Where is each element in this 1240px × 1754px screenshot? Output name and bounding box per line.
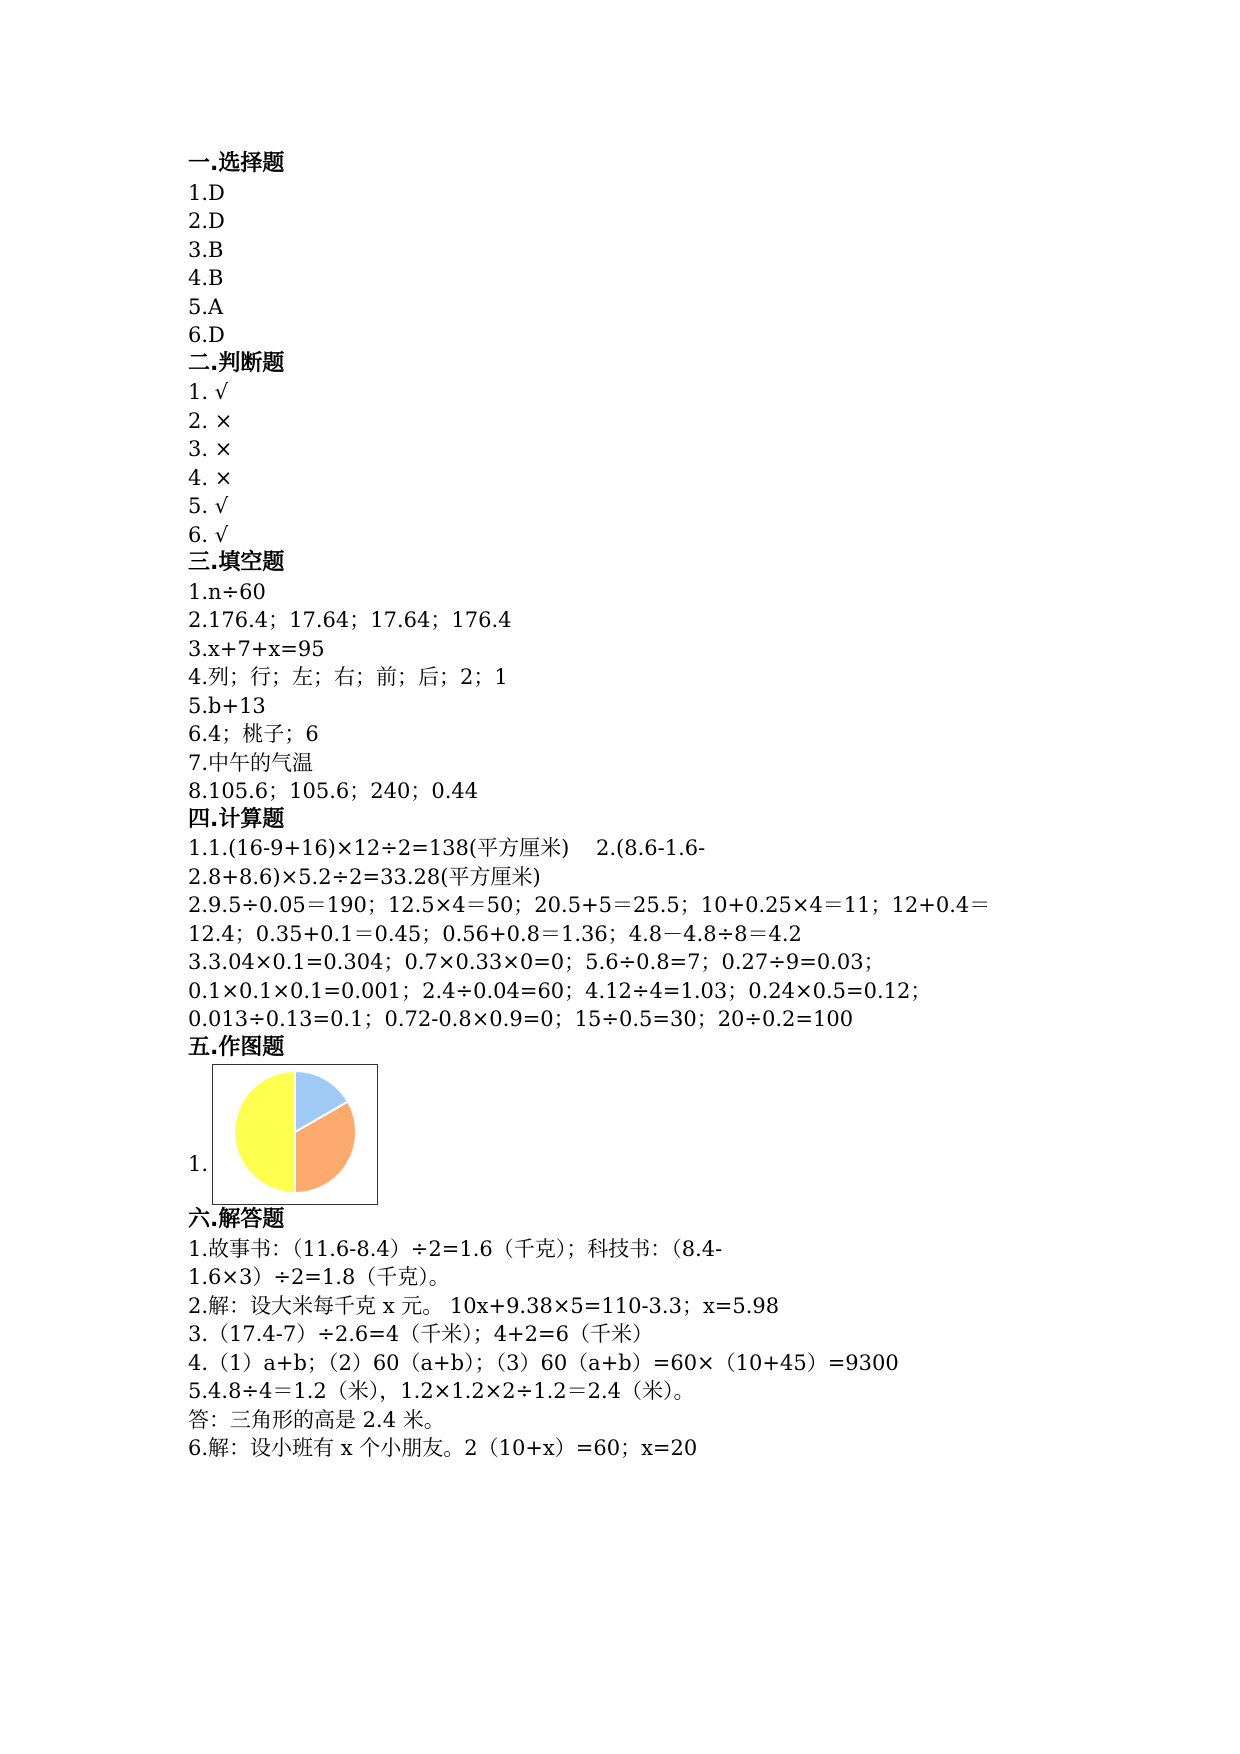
answer-line: 答：三角形的高是 2.4 米。 — [188, 1407, 445, 1432]
answer-line: 12.4；0.35+0.1＝0.45；0.56+0.8＝1.36；4.8－4.8÷8＝4.2 — [188, 921, 802, 946]
answer-line: 2.D — [188, 209, 225, 233]
answer-line: 8.105.6；105.6；240；0.44 — [188, 779, 479, 803]
answer-line: 5.4.8÷4＝1.2（米），1.2×1.2×2÷1.2＝2.4（米）。 — [188, 1379, 695, 1403]
answer-line: 2. × — [188, 408, 233, 433]
answer-line: 1.n÷60 — [188, 579, 266, 604]
answer-line: 6.4；桃子；6 — [188, 722, 319, 746]
answer-line: 1. √ — [188, 380, 229, 404]
answer-line: 3.（17.4-7）÷2.6=4（千米）；4+2=6（千米） — [188, 1322, 653, 1346]
answer-line: 5.A — [188, 294, 224, 319]
answer-line: 2.解：设大米每千克 x 元。 10x+9.38×5=110-3.3；x=5.98 — [188, 1293, 780, 1318]
section-heading-judgment: 二.判断题 — [188, 350, 285, 376]
answer-line: 2.176.4；17.64；17.64；176.4 — [188, 608, 512, 632]
section-heading-fill: 三.填空题 — [188, 550, 285, 575]
answer-line: 5. √ — [188, 494, 229, 518]
answer-line: 2.9.5÷0.05＝190；12.5×4＝50；20.5+5＝25.5；10+0.25×4＝11；12+0.4＝ — [188, 893, 991, 917]
answer-line: 6.解：设小班有 x 个小朋友。2（10+x）=60；x=20 — [188, 1436, 698, 1460]
answer-line: 4. × — [188, 465, 233, 490]
answer-line: 0.013÷0.13=0.1；0.72-0.8×0.9=0；15÷0.5=30；20÷0.2=100 — [188, 1007, 854, 1031]
pie-chart — [213, 1065, 377, 1204]
answer-line: 1.6×3）÷2=1.8（千克）。 — [188, 1265, 450, 1289]
answer-line: 0.1×0.1×0.1=0.001；2.4÷0.04=60；4.12÷4=1.03；0.24×0.5=0.12； — [188, 978, 932, 1003]
section-heading-answers: 六.解答题 — [188, 1207, 285, 1232]
answer-sheet — [188, 150, 1088, 1463]
answer-line: 3.B — [188, 237, 224, 262]
answer-line: 1.D — [188, 180, 225, 205]
section-heading-choice: 一.选择题 — [188, 151, 285, 176]
answer-line: 1.故事书：（11.6-8.4）÷2=1.6（千克）；科技书：（8.4- — [188, 1236, 723, 1261]
answer-line: 6.D — [188, 323, 225, 347]
answer-line: 5.b+13 — [188, 693, 266, 718]
section-heading-calculation: 四.计算题 — [188, 806, 285, 832]
answer-line: 4.列；行；左；右；前；后；2；1 — [188, 665, 508, 689]
answer-line: 7.中午的气温 — [188, 750, 314, 775]
section-heading-drawing: 五.作图题 — [188, 1034, 285, 1060]
answer-line: 3.x+7+x=95 — [188, 636, 325, 661]
drawing-answer — [188, 1064, 1088, 1206]
pie-chart-frame — [212, 1064, 378, 1205]
answer-line: 3. × — [188, 437, 233, 461]
answer-line: 3.3.04×0.1=0.304；0.7×0.33×0=0；5.6÷0.8=7；0.27÷9=0.03； — [188, 950, 885, 974]
answer-line: 4.B — [188, 266, 224, 290]
answer-line: 1.1.(16-9+16)×12÷2=138(平方厘米) 2.(8.6-1.6- — [188, 836, 706, 860]
figure-label: 1. — [188, 1152, 209, 1176]
answer-line: 2.8+8.6)×5.2÷2=33.28(平方厘米) — [188, 864, 541, 889]
answer-line: 6. √ — [188, 522, 229, 547]
answer-line: 4.（1）a+b；（2）60（a+b）；（3）60（a+b）=60×（10+45）=9300 — [188, 1350, 899, 1375]
pie-slice-1 — [234, 1071, 295, 1193]
